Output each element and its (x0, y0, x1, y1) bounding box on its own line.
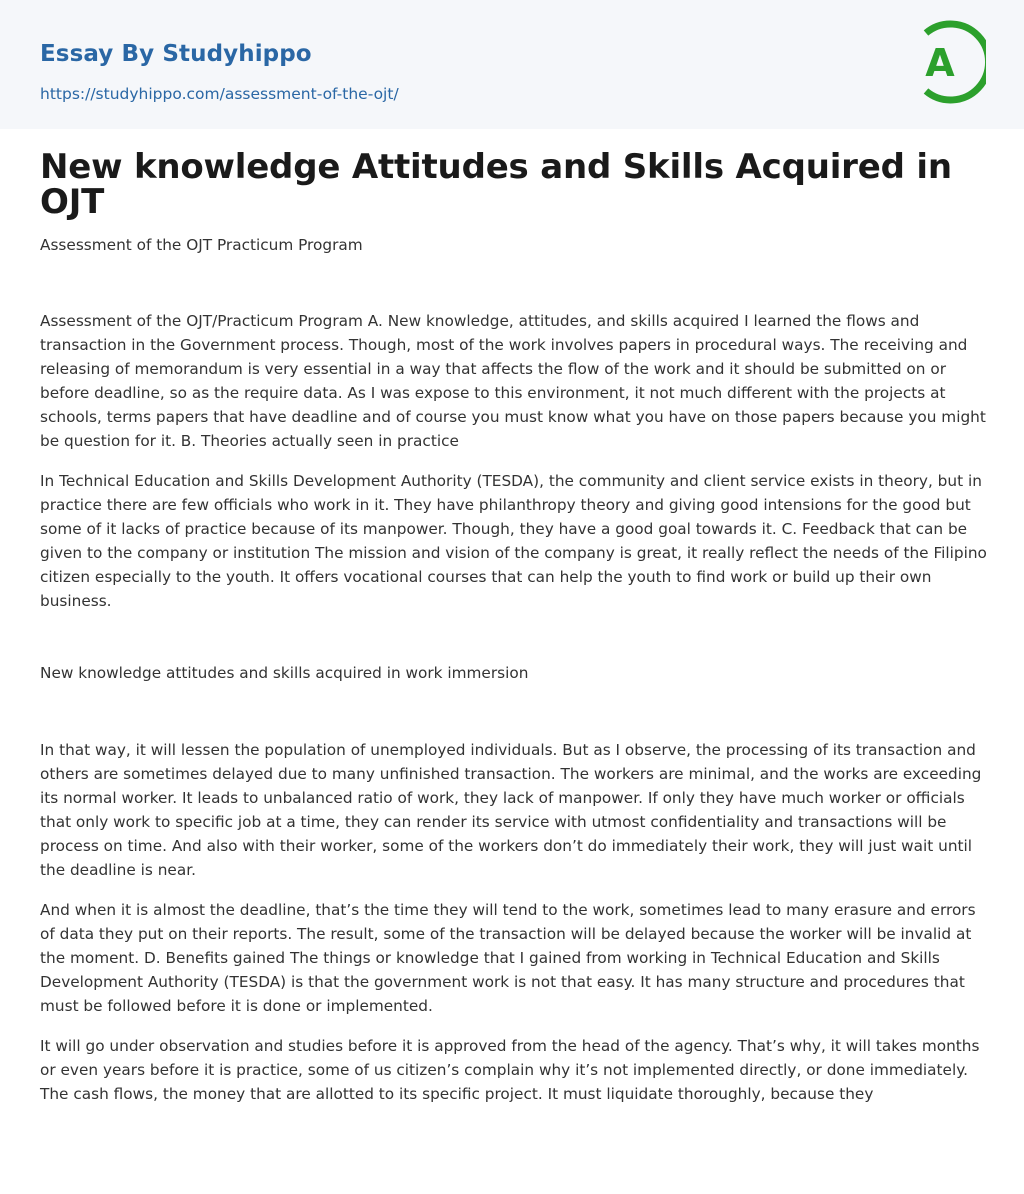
section-heading: New knowledge attitudes and skills acquired in work immersion (40, 664, 529, 682)
page-subtitle: Assessment of the OJT Practicum Program (40, 236, 363, 254)
brand-title[interactable]: Essay By Studyhippo (40, 41, 312, 67)
essay-paragraph: In Technical Education and Skills Development Authority (TESDA), the community and client service exists in theory, but in practice there are few officials who work in it. They have philanthropy theory and giving good intensions for the good but some of it lacks of practice because of its manpower. Though, they have a good goal towards it. C. Feedback that can be given to the company or institution The mission and vision of the company is great, it really reflect the needs of the Filipino citizen especially to the youth. It offers vocational courses that can help the youth to find work or build up their own business. (40, 472, 987, 610)
site-header (0, 0, 1024, 129)
essay-paragraph: In that way, it will lessen the population of unemployed individuals. But as I observe, the processing of its transaction and others are sometimes delayed due to many unfinished transaction. The workers are minimal, and the works are exceeding its normal worker. It leads to unbalanced ratio of work, they lack of manpower. If only they have much worker or officials that only work to specific job at a time, they can render its service with utmost confidentiality and transactions will be process on time. And also with their worker, some of the workers don’t do immediately their work, they will just wait until the deadline is near. (40, 741, 982, 879)
essay-body (40, 309, 990, 1106)
studyhippo-logo-icon[interactable] (912, 19, 986, 105)
essay-paragraph: Assessment of the OJT/Practicum Program A. New knowledge, attitudes, and skills acquired I learned the flows and transaction in the Government process. Though, most of the work involves papers in procedural ways. The receiving and releasing of memorandum is very essential in a way that affects the flow of the work and it should be submitted on or before deadline, so as the require data. As I was expose to this environment, it not much different with the projects at schools, terms papers that have deadline and of course you must know what you have on those papers because you might be question for it. B. Theories actually seen in practice (40, 312, 986, 450)
page-title: New knowledge Attitudes and Skills Acquired in OJT (40, 147, 952, 222)
logo-letter: A (925, 41, 955, 85)
essay-paragraph: It will go under observation and studies before it is approved from the head of the agency. That’s why, it will takes months or even years before it is practice, some of us citizen’s complain why it’s not implemented directly, or done immediately. The cash flows, the money that are allotted to its specific project. It must liquidate thoroughly, because they (40, 1037, 980, 1103)
article (40, 147, 990, 1122)
essay-url-link[interactable]: https://studyhippo.com/assessment-of-the-ojt/ (40, 85, 399, 103)
essay-paragraph: And when it is almost the deadline, that’s the time they will tend to the work, sometimes lead to many erasure and errors of data they put on their reports. The result, some of the transaction will be delayed because the worker will be invalid at the moment. D. Benefits gained The things or knowledge that I gained from working in Technical Education and Skills Development Authority (TESDA) is that the government work is not that easy. It has many structure and procedures that must be followed before it is done or implemented. (40, 901, 976, 1015)
